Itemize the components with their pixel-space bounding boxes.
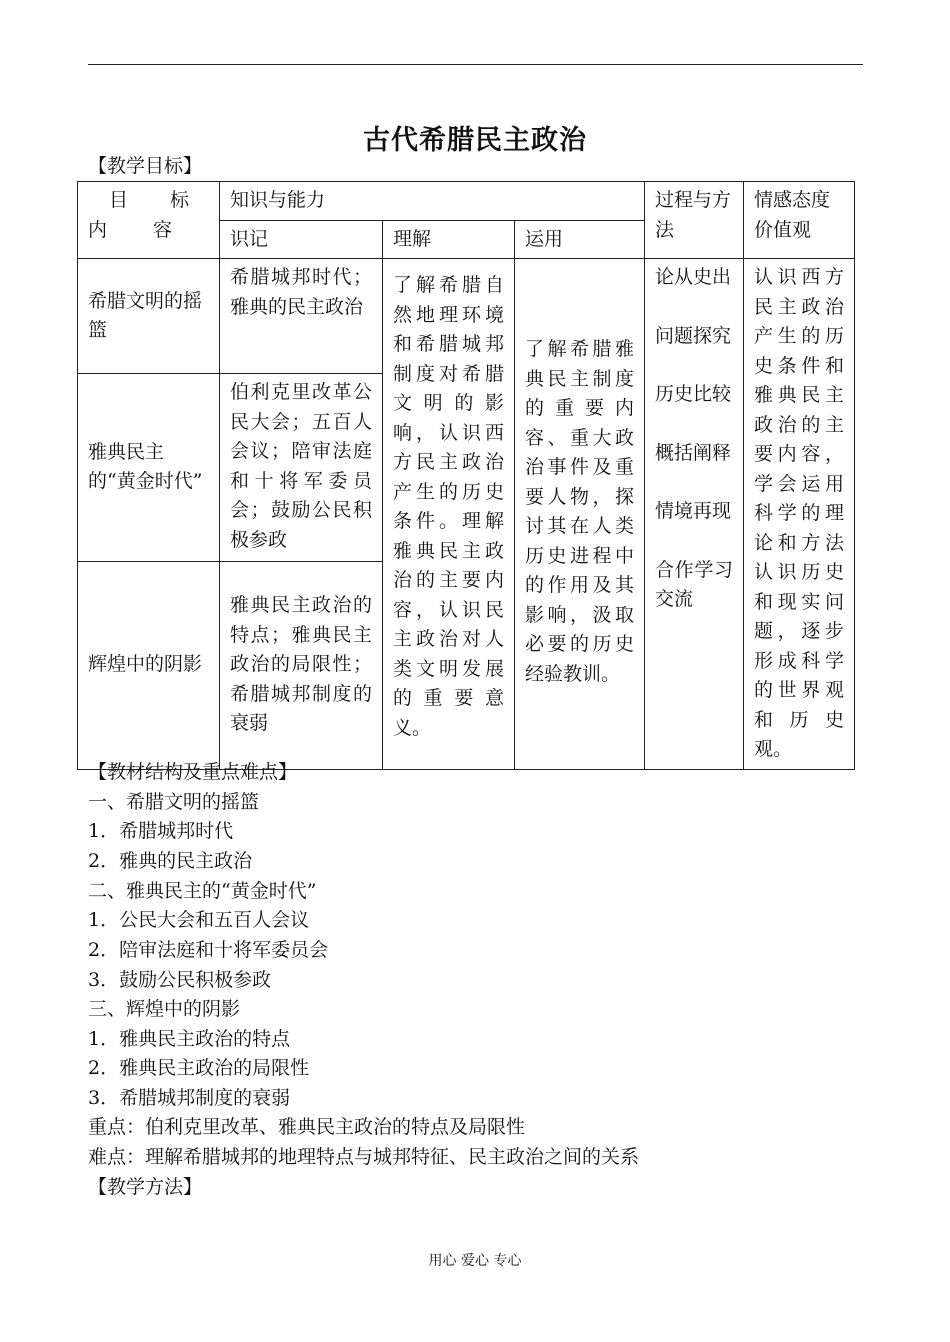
row-topic-shadow: 辉煌中的阴影 — [78, 561, 220, 769]
subheader-apply: 运用 — [515, 220, 645, 259]
outline-line: 2．陪审法庭和十将军委员会 — [88, 939, 329, 961]
outline-line: 2．雅典的民主政治 — [88, 850, 253, 872]
table-corner-cell — [78, 182, 220, 259]
understand-cell: 了解希腊自然地理环境和希腊城邦制度对希腊文明的影响，认识西方民主政治产生的历史条件。理解雅典民主政治的主要内容，认识民主政治对人类文明发展的重要意义。 — [383, 259, 515, 770]
outline-line: 1．希腊城邦时代 — [88, 820, 234, 842]
method-item: 情境再现 — [655, 500, 732, 522]
methods-cell — [645, 259, 744, 770]
process-header: 过程与方法 — [645, 182, 744, 259]
outline-line: 二、雅典民主的“黄金时代” — [88, 880, 317, 902]
page-footer: 用心 爱心 专心 — [428, 1253, 522, 1269]
outline-line: 3．希腊城邦制度的衰弱 — [88, 1087, 291, 1109]
section-methods-heading: 【教学方法】 — [88, 1176, 203, 1198]
outline-line: 三、辉煌中的阴影 — [88, 998, 241, 1020]
difficult-points-line: 难点：理解希腊城邦的地理特点与城邦特征、民主政治之间的关系 — [88, 1146, 640, 1168]
objectives-table — [77, 181, 855, 770]
method-item: 问题探究 — [655, 324, 732, 347]
apply-cell: 了解希腊雅典民主制度的重要内容、重大政治事件及重要人物，探讨其在人类历史进程中的作用及其影响，汲取必要的历史经验教训。 — [515, 259, 645, 770]
row-recall-shadow: 雅典民主政治的特点；雅典民主政治的局限性；希腊城邦制度的衰弱 — [220, 561, 383, 769]
corner-bottom-label: 内 容 — [88, 218, 193, 241]
section-structure-heading: 【教材结构及重点难点】 — [88, 761, 298, 783]
method-item: 论从史出 — [655, 266, 732, 288]
method-item: 合作学习交流 — [655, 558, 733, 610]
outline-line: 1．公民大会和五百人会议 — [88, 909, 310, 931]
header-rule — [88, 64, 863, 65]
page-title: 古代希腊民主政治 — [363, 125, 587, 156]
corner-top-label: 目 标 — [108, 189, 207, 211]
subheader-understand: 理解 — [383, 220, 515, 259]
method-item: 历史比较 — [655, 383, 732, 405]
outline-line: 1．雅典民主政治的特点 — [88, 1028, 291, 1050]
subheader-recall: 识记 — [220, 220, 383, 259]
outline-line: 2．雅典民主政治的局限性 — [88, 1057, 310, 1079]
row-topic-cradle: 希腊文明的摇篮 — [78, 259, 220, 374]
emotion-header: 情感态度价值观 — [744, 182, 855, 259]
outline-line: 3．鼓励公民积极参政 — [88, 969, 272, 991]
emotion-cell: 认识西方民主政治产生的历史条件和雅典民主政治的主要内容，学会运用科学的理论和方法认识历史和现实问题，逐步形成科学的世界观和历史观。 — [744, 259, 855, 770]
key-points-line: 重点：伯利克里改革、雅典民主政治的特点及局限性 — [88, 1116, 526, 1138]
method-item: 概括阐释 — [655, 441, 732, 464]
outline-line: 一、希腊文明的摇篮 — [88, 791, 260, 813]
row-recall-golden-age: 伯利克里改革公民大会；五百人会议；陪审法庭和十将军委员会；鼓励公民积极参政 — [220, 374, 383, 562]
row-recall-cradle: 希腊城邦时代；雅典的民主政治 — [220, 259, 383, 374]
section-objectives-heading: 【教学目标】 — [88, 155, 203, 177]
knowledge-header: 知识与能力 — [220, 182, 645, 221]
row-topic-golden-age: 雅典民主的“黄金时代” — [78, 374, 220, 562]
